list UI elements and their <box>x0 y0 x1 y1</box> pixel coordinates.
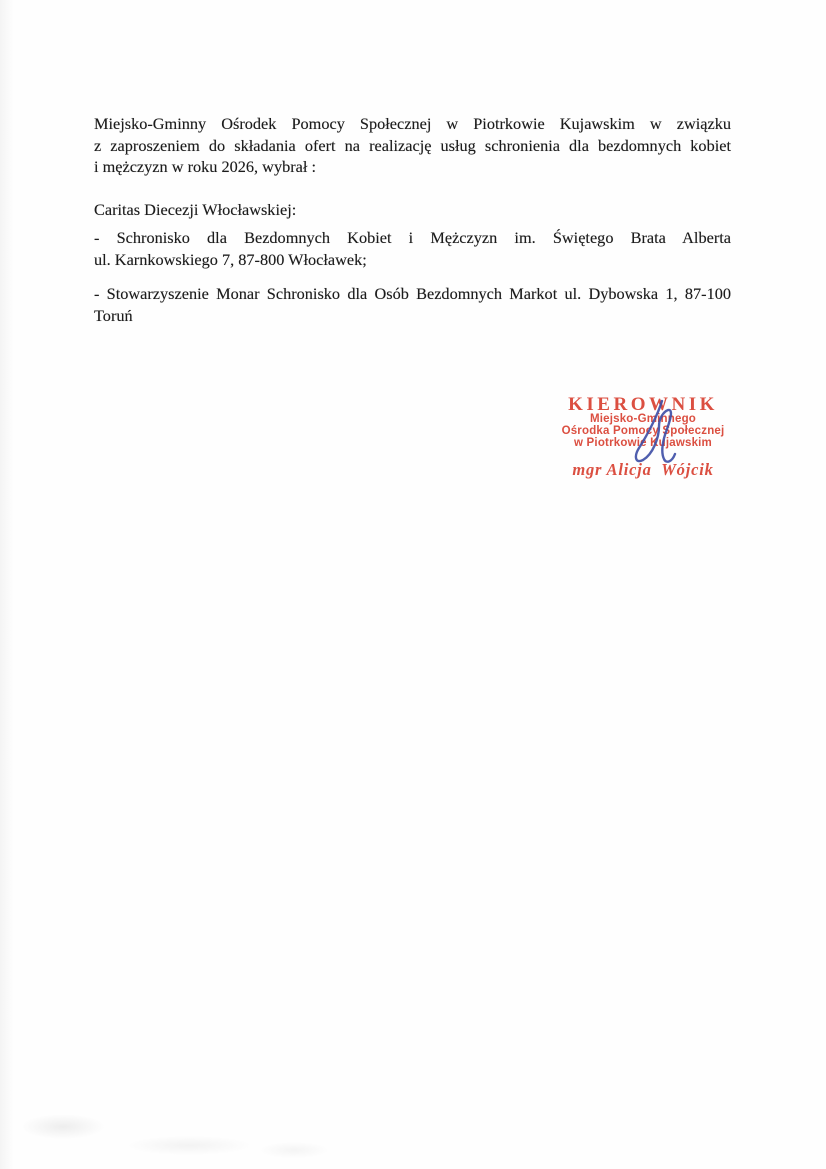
paragraph-shelter-torun <box>94 283 731 326</box>
scan-bottom-noise <box>0 1075 420 1169</box>
scan-edge-noise <box>0 0 14 1169</box>
paragraph-shelter-wloclawek <box>94 227 731 270</box>
paragraph-intro <box>94 113 731 178</box>
text-line: z zaproszeniem do składania ofert na realizację usług schronienia dla bezdomnych kobiet <box>94 135 731 155</box>
text-line: ul. Karnkowskiego 7, 87-800 Włocławek; <box>94 249 367 269</box>
text-line: - Stowarzyszenie Monar Schronisko dla Osób Bezdomnych Markot ul. Dybowska 1, 87-100 <box>94 284 731 303</box>
paragraph-caritas <box>94 199 731 221</box>
text-line: - Schronisko dla Bezdomnych Kobiet i Mężczyzn im. Świętego Brata Alberta <box>94 228 731 247</box>
stamp-line-location: w Piotrkowie Kujawskim <box>574 436 712 449</box>
text-line: Toruń <box>94 305 133 325</box>
text-line: Caritas Diecezji Włocławskiej: <box>94 199 297 219</box>
stamp-line-organization-2: Ośrodka Pomocy Społecznej <box>561 424 725 437</box>
official-stamp <box>552 395 734 480</box>
stamp-signatory-name: mgr Alicja Wójcik <box>572 459 714 479</box>
text-line: i mężczyzn w roku 2026, wybrał : <box>94 157 316 176</box>
stamp-title: KIEROWNIK <box>568 394 718 415</box>
stamp-line-organization-1: Miejsko-Gminnego <box>589 413 697 425</box>
document-body <box>94 113 731 326</box>
text-line: Miejsko-Gminny Ośrodek Pomocy Społecznej w Piotrkowie Kujawskim w związku <box>94 114 731 133</box>
